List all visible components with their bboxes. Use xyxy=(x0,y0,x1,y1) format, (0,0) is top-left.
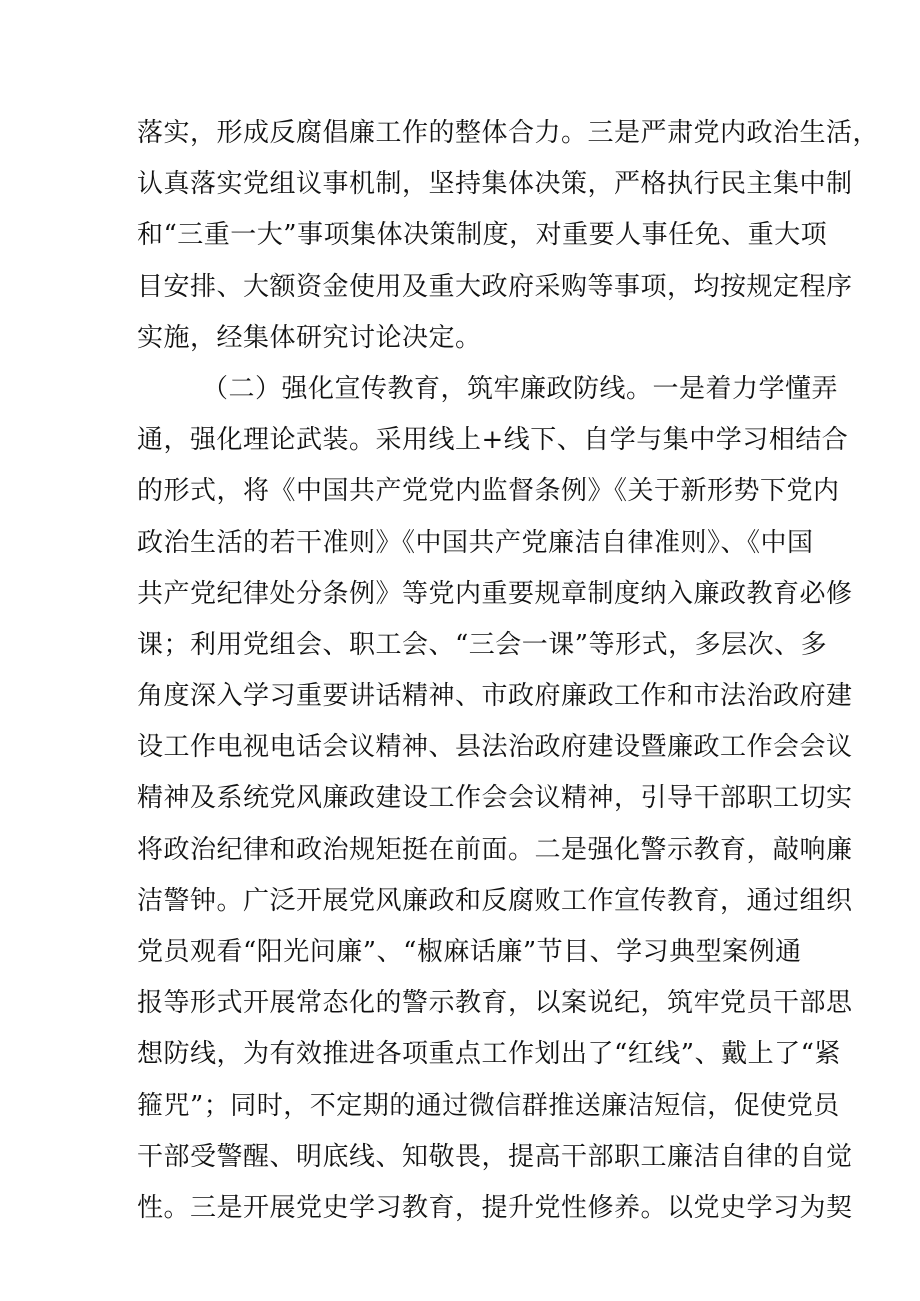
text-line: 认真落实党组议事机制，坚持集体决策，严格执行民主集中制 xyxy=(137,169,853,200)
text-line: 和“三重一大”事项集体决策制度，对重要人事任免、重大项 xyxy=(137,220,828,251)
text-line: 通，强化理论武装。采用线上+线下、自学与集中学习相结合 xyxy=(137,425,849,456)
text-line: 课；利用党组会、职工会、“三会一课”等形式，多层次、多 xyxy=(137,629,828,660)
text-line: 干部受警醒、明底线、知敬畏，提高干部职工廉洁自律的自觉 xyxy=(137,1141,853,1172)
text-line: 箍咒”；同时，不定期的通过微信群推送廉洁短信，促使党员 xyxy=(137,1090,840,1121)
text-line: 洁警钟。广泛开展党风廉政和反腐败工作宣传教育，通过组织 xyxy=(137,885,853,916)
text-line: 角度深入学习重要讲话精神、市政府廉政工作和市法治政府建 xyxy=(137,681,853,712)
text-line: 落实，形成反腐倡廉工作的整体合力。三是严肃党内政治生活， xyxy=(137,118,880,148)
text-line: 设工作电视电话会议精神、县法治政府建设暨廉政工作会会议 xyxy=(137,732,853,763)
section-heading-line: （二）强化宣传教育，筑牢廉政防线。一是着力学懂弄 xyxy=(202,373,839,404)
text-line: 将政治纪律和政治规矩挺在前面。二是强化警示教育，敲响廉 xyxy=(137,834,853,865)
text-line: 精神及系统党风廉政建设工作会会议精神，引导干部职工切实 xyxy=(137,783,853,814)
text-line: 政治生活的若干准则》《中国共产党廉洁自律准则》、《中国 xyxy=(137,527,814,558)
text-line: 报等形式开展常态化的警示教育，以案说纪，筑牢党员干部思 xyxy=(137,988,853,1019)
text-line: 的形式，将《中国共产党党内监督条例》《关于新形势下党内 xyxy=(137,476,840,507)
text-line: 目安排、大额资金使用及重大政府采购等事项，均按规定程序 xyxy=(137,271,853,302)
text-line: 共产党纪律处分条例》等党内重要规章制度纳入廉政教育必修 xyxy=(137,578,853,609)
text-line: 实施，经集体研究讨论决定。 xyxy=(137,322,482,353)
text-line: 想防线，为有效推进各项重点工作划出了“红线”、戴上了“紧 xyxy=(137,1039,841,1070)
body-text xyxy=(137,108,880,1234)
text-line: 党员观看“阳光问廉”、“椒麻话廉”节目、学习典型案例通 xyxy=(137,937,802,967)
text-line: 性。三是开展党史学习教育，提升党性修养。以党史学习为契 xyxy=(137,1192,853,1223)
